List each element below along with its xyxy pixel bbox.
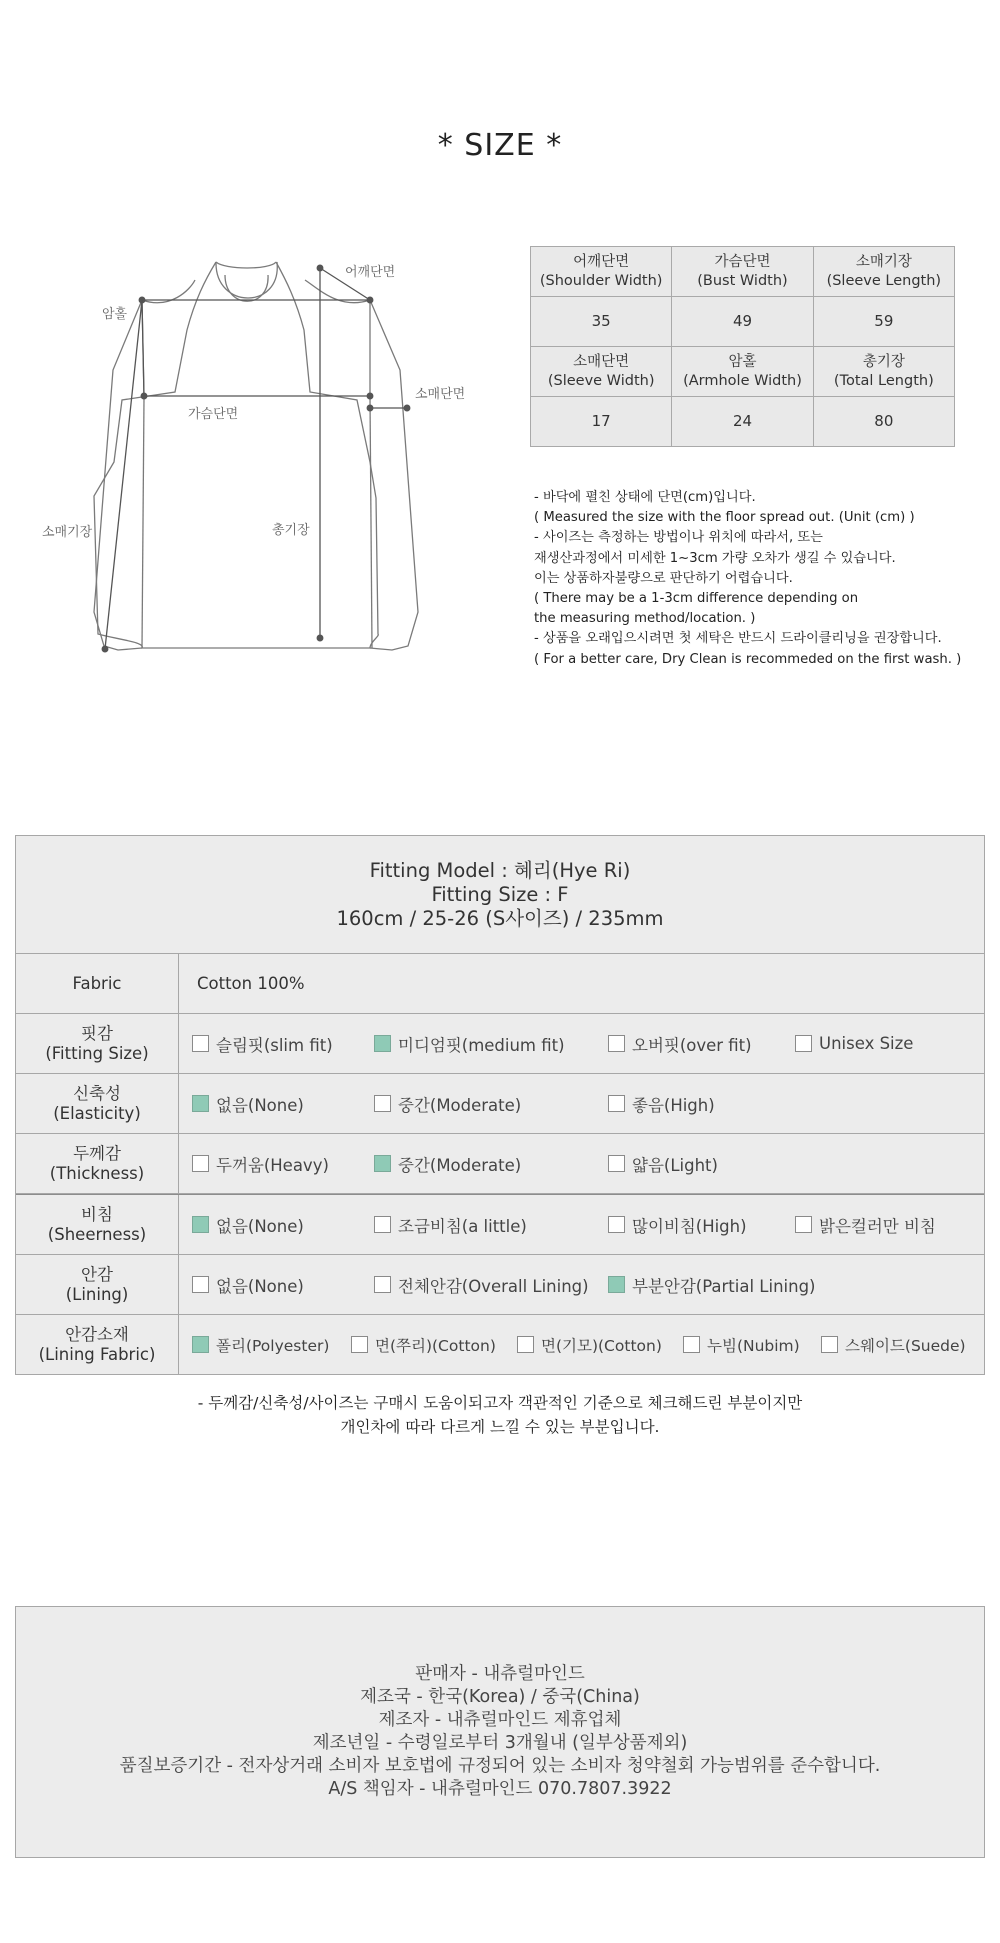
checkbox[interactable]: [192, 1035, 209, 1052]
note-line: the measuring method/location. ): [534, 611, 756, 627]
checkbox[interactable]: [517, 1336, 534, 1353]
option-lining-none[interactable]: 없음(None): [192, 1273, 304, 1297]
note-line: - 사이즈는 측정하는 방법이나 위치에 따라서, 또는: [534, 530, 823, 546]
disclaimer-line: 개인차에 따라 다르게 느낄 수 있는 부분입니다.: [340, 1418, 660, 1436]
lining-fabric-options: [179, 1315, 984, 1374]
option-lining-polyester[interactable]: 폴리(Polyester): [192, 1334, 329, 1356]
option-sheerness-high[interactable]: 많이비침(High): [608, 1213, 747, 1237]
thickness-row: [16, 1134, 984, 1194]
option-elasticity-high[interactable]: 좋음(High): [608, 1092, 715, 1116]
checkbox[interactable]: [683, 1336, 700, 1353]
checkbox[interactable]: [351, 1336, 368, 1353]
lining-options: [179, 1255, 984, 1314]
fabric-label: Fabric: [16, 954, 179, 1013]
fitting-header: [16, 836, 984, 954]
sheerness-options: [179, 1195, 984, 1254]
value-sleeve-length: 59: [813, 297, 954, 347]
disclaimer-line: - 두께감/신축성/사이즈는 구매시 도움이되고자 객관적인 기준으로 체크해드린 부분이지만: [197, 1394, 803, 1412]
value-bust: 49: [672, 297, 813, 347]
option-sheerness-none[interactable]: 없음(None): [192, 1213, 304, 1237]
lining-label: 안감 (Lining): [16, 1255, 179, 1314]
header-bust: 가슴단면 (Bust Width): [672, 247, 813, 297]
disclaimer: [0, 1391, 1000, 1439]
seller-line: 제조자 - 내츄럴마인드 제휴업체: [378, 1710, 622, 1730]
checkbox[interactable]: [192, 1155, 209, 1172]
option-sheerness-bright-only[interactable]: 밝은컬러만 비침: [795, 1213, 936, 1237]
header-total-length: 총기장 (Total Length): [813, 347, 954, 397]
checkbox[interactable]: [608, 1276, 625, 1293]
fabric-value: Cotton 100%: [197, 974, 305, 993]
label-sleeve-width: 소매단면: [415, 387, 466, 402]
value-total-length: 80: [813, 397, 954, 447]
option-slim-fit[interactable]: 슬림핏(slim fit): [192, 1032, 333, 1056]
note-line: - 상품을 오래입으시려면 첫 세탁은 반드시 드라이클리닝을 권장합니다.: [534, 631, 942, 647]
checkbox[interactable]: [608, 1216, 625, 1233]
checkbox[interactable]: [608, 1155, 625, 1172]
header-sleeve-width: 소매단면 (Sleeve Width): [531, 347, 672, 397]
checkbox[interactable]: [795, 1216, 812, 1233]
checkbox[interactable]: [821, 1336, 838, 1353]
label-bust: 가슴단면: [188, 407, 239, 422]
lining-row: [16, 1255, 984, 1315]
fabric-options: [179, 954, 984, 1013]
option-lining-partial[interactable]: 부분안감(Partial Lining): [608, 1273, 815, 1297]
checkbox[interactable]: [608, 1035, 625, 1052]
note-line: ( There may be a 1-3cm difference depending on: [534, 591, 859, 607]
note-line: ( Measured the size with the floor spread out. (Unit (cm) ): [534, 510, 915, 526]
fitting-model: Fitting Model : 혜리(Hye Ri): [369, 858, 631, 882]
thickness-options: [179, 1134, 984, 1193]
seller-line: 판매자 - 내츄럴마인드: [415, 1664, 585, 1684]
option-over-fit[interactable]: 오버핏(over fit): [608, 1032, 752, 1056]
fabric-row: [16, 954, 984, 1014]
fitting-size-row: [16, 1014, 984, 1074]
checkbox[interactable]: [374, 1035, 391, 1052]
note-line: 재생산과정에서 미세한 1~3cm 가량 오차가 생길 수 있습니다.: [534, 550, 896, 566]
header-shoulder: 어깨단면 (Shoulder Width): [531, 247, 672, 297]
value-armhole: 24: [672, 397, 813, 447]
seller-line: 품질보증기간 - 전자상거래 소비자 보호법에 규정되어 있는 소비자 청약철회 가능범위를 준수합니다.: [119, 1756, 881, 1776]
elasticity-row: [16, 1074, 984, 1134]
value-sleeve-width: 17: [531, 397, 672, 447]
header-armhole: 암홀 (Armhole Width): [672, 347, 813, 397]
elasticity-options: [179, 1074, 984, 1133]
sheerness-label: 비침 (Sheerness): [16, 1195, 179, 1254]
option-lining-suede[interactable]: 스웨이드(Suede): [821, 1334, 966, 1356]
elasticity-label: 신축성 (Elasticity): [16, 1074, 179, 1133]
seller-info-box: [15, 1606, 985, 1858]
option-elasticity-moderate[interactable]: 중간(Moderate): [374, 1092, 521, 1116]
note-line: ( For a better care, Dry Clean is recommeded on the first wash. ): [534, 651, 962, 667]
size-title: * SIZE *: [437, 128, 563, 163]
option-sheerness-little[interactable]: 조금비침(a little): [374, 1213, 527, 1237]
note-line: 이는 상품하자불량으로 판단하기 어렵습니다.: [534, 570, 793, 586]
size-notes: [534, 488, 974, 670]
checkbox[interactable]: [608, 1095, 625, 1112]
size-table: [530, 246, 955, 447]
garment-diagram: [20, 240, 466, 670]
label-sleeve-length: 소매기장: [42, 525, 93, 540]
fitting-size: Fitting Size : F: [431, 882, 569, 906]
option-unisex-size[interactable]: Unisex Size: [795, 1034, 913, 1053]
sweater-outline: [20, 240, 466, 670]
thickness-label: 두께감 (Thickness): [16, 1134, 179, 1193]
option-lining-nubim[interactable]: 누빔(Nubim): [683, 1334, 800, 1356]
value-shoulder: 35: [531, 297, 672, 347]
checkbox[interactable]: [192, 1095, 209, 1112]
option-elasticity-none[interactable]: 없음(None): [192, 1092, 304, 1116]
checkbox[interactable]: [374, 1155, 391, 1172]
fitting-table: [15, 835, 985, 1375]
label-shoulder: 어깨단면: [345, 265, 396, 280]
checkbox[interactable]: [192, 1216, 209, 1233]
checkbox[interactable]: [192, 1336, 209, 1353]
fitting-size-options: [179, 1014, 984, 1073]
checkbox[interactable]: [192, 1276, 209, 1293]
checkbox[interactable]: [374, 1276, 391, 1293]
option-medium-fit[interactable]: 미디엄핏(medium fit): [374, 1032, 565, 1056]
option-thickness-moderate[interactable]: 중간(Moderate): [374, 1152, 521, 1176]
label-armhole: 암홀: [102, 307, 128, 322]
checkbox[interactable]: [795, 1035, 812, 1052]
checkbox[interactable]: [374, 1216, 391, 1233]
seller-line: 제조년일 - 수령일로부터 3개월내 (일부상품제외): [312, 1733, 688, 1753]
label-total-length: 총기장: [272, 523, 310, 538]
fitting-size-label: 핏감 (Fitting Size): [16, 1014, 179, 1073]
option-thickness-light[interactable]: 얇음(Light): [608, 1152, 718, 1176]
option-lining-overall[interactable]: 전체안감(Overall Lining): [374, 1273, 589, 1297]
seller-line: 제조국 - 한국(Korea) / 중국(China): [360, 1687, 640, 1707]
header-sleeve-length: 소매기장 (Sleeve Length): [813, 247, 954, 297]
seller-line: A/S 책임자 - 내츄럴마인드 070.7807.3922: [328, 1779, 672, 1799]
lining-fabric-label: 안감소재 (Lining Fabric): [16, 1315, 179, 1374]
fitting-measure: 160cm / 25-26 (S사이즈) / 235mm: [336, 906, 664, 930]
lining-fabric-row: [16, 1315, 984, 1374]
option-lining-cotton-gimo[interactable]: 면(기모)(Cotton): [517, 1334, 662, 1356]
note-line: - 바닥에 펼친 상태에 단면(cm)입니다.: [534, 490, 756, 505]
option-thickness-heavy[interactable]: 두꺼움(Heavy): [192, 1152, 329, 1176]
option-lining-cotton-jjuri[interactable]: 면(쭈리)(Cotton): [351, 1334, 496, 1356]
sheerness-row: [16, 1194, 984, 1255]
checkbox[interactable]: [374, 1095, 391, 1112]
